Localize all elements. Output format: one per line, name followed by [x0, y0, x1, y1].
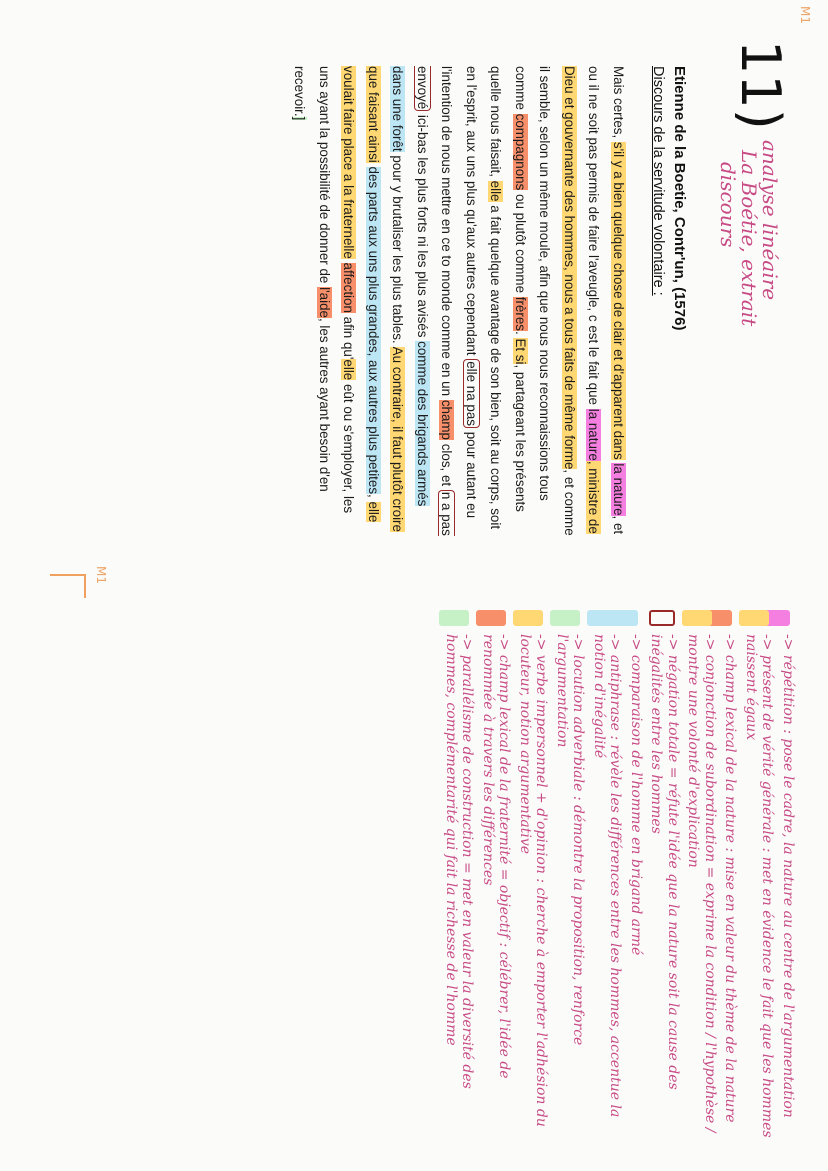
exercise-number: 11) [729, 40, 792, 130]
text-segment: , et comme il semble, selon un même moule, afin que nous nous reconnaissions tous comme [513, 66, 577, 536]
legend-text: -> présent de vérité générale : met en évidence le fait que les hommes naissent égaux [743, 634, 776, 1138]
legend-swatch [440, 610, 470, 626]
highlighted-segment: comme des brigands armés dans une forêt [390, 66, 430, 507]
annotation-legend [439, 610, 797, 1150]
text-segment: eût ou s'employer, les uns ayant la possibilité de donner de [317, 66, 357, 514]
text-segment: , les autres ayant besoin d'en recevoir. [292, 66, 332, 492]
legend-swatch [682, 610, 712, 626]
text-segment: . [513, 330, 528, 339]
title-line: La Boétie, extrait [737, 150, 761, 327]
text-segment: pour y brutaliser les plus tables. [390, 151, 406, 347]
text-segment: , et ou il ne soit pas permis de faire l'aveugle, c est le fait que [586, 66, 626, 535]
highlighted-segment: , ministre de Dieu et gouvernante des hommes, nous a tous faits de même forme [562, 66, 602, 534]
legend-item [591, 610, 624, 1150]
corner-mark [50, 574, 86, 598]
highlighted-segment: la nature [586, 408, 602, 461]
legend-swatch [477, 610, 507, 626]
legend-item [554, 610, 587, 1150]
legend-text: -> locution adverbiale : démontre la proposition, renforce l'argumentation [554, 634, 587, 1046]
highlighted-segment: affection [341, 262, 357, 313]
highlighted-segment: s'il y a bien quelque chose de clair et d'apparent dans [611, 141, 626, 460]
highlighted-segment: champ [439, 399, 455, 441]
legend-item [517, 610, 550, 1150]
text-segment [366, 163, 381, 167]
highlighted-segment: Au contraire, il faut plutôt croire que faisant ainsi [366, 66, 406, 532]
legend-swatch [514, 610, 544, 626]
text-segment: clos, et [439, 440, 455, 490]
legend-item [480, 610, 513, 1150]
legend-text: -> négation totale = réfute l'idée que la nature soit la cause des inégalités entre les hommes [648, 634, 681, 1090]
highlighted-segment: l'aide [317, 287, 332, 318]
text-segment: ou plutôt comme [513, 190, 528, 297]
legend-item [722, 610, 739, 1150]
title-line: analyse linéaire [758, 140, 782, 301]
legend-swatch [551, 610, 581, 626]
text-segment [342, 259, 357, 263]
text-segment: , partageant les présents quelle nous faisait, [488, 66, 528, 512]
title-line: discours [716, 162, 740, 248]
text-segment: a fait quelque avantage de son bien, soit au corps, soit en l'esprit, aux uns plus qu'aux autres cependant [464, 66, 504, 530]
highlighted-segment: des parts aux uns plus grandes, aux autres plus petites [366, 166, 381, 495]
legend-item [743, 610, 776, 1150]
text-segment: Mais certes, [611, 66, 626, 142]
legend-text: -> conjonction de subordination = exprime la condition / l'hypothèse / montre une volonté d'explication [685, 634, 718, 1133]
legend-text: -> répétition : pose le cadre, la nature au centre de l'argumentation [780, 634, 796, 1118]
text-segment: afin qu' [341, 312, 357, 360]
legend-text: -> parallélisme de construction = met en valeur la diversité des hommes, complémentarité qui fait la richesse de l'homme [443, 634, 476, 1089]
legend-text: -> verbe impersonnel + d'opinion : cherche à emporter l'adhésion du locuteur, notion argumentative [517, 634, 550, 1127]
highlighted-segment: elle voulait faire place a la fraternelle [341, 66, 381, 523]
legend-item [443, 610, 476, 1150]
handwritten-title [717, 140, 780, 326]
legend-swatch [740, 610, 770, 626]
source-heading: Etienne de la Boetie, Contr'un, (1576) [671, 66, 688, 331]
highlighted-segment: n a pas envoyé [415, 66, 455, 536]
text-segment: pour autant eu l'intention de nous mettre en ce to monde comme en un [439, 66, 479, 519]
annotated-text [287, 66, 630, 536]
legend-item [628, 610, 645, 1150]
legend-text: -> champ lexical de la nature : mise en valeur du thème de la nature [722, 634, 739, 1123]
highlighted-segment: Et si [513, 338, 528, 365]
highlighted-segment: frères [513, 296, 528, 331]
legend-swatch [649, 610, 675, 626]
text-segment: , [366, 494, 381, 502]
highlighted-segment: elle [488, 180, 504, 202]
text-segment: ici-bas les plus forts ni les plus avisés [415, 111, 430, 342]
legend-swatch [588, 610, 618, 626]
legend-text: -> antiphrase : révèle les différences entre les hommes, accentue la notion d'inégalité [591, 634, 624, 1118]
page-number-left: M1 [798, 6, 812, 24]
highlighted-segment: la nature [611, 463, 626, 516]
legend-item [685, 610, 718, 1150]
source-subheading: Discours de la servitude volontaire : [650, 66, 666, 296]
legend-item [648, 610, 681, 1150]
highlighted-segment: compagnons [513, 113, 528, 191]
legend-item [780, 610, 797, 1150]
legend-text: -> champ lexical de la fraternité = objectif : célébrer, l'idée de renommée à travers les différences [480, 634, 513, 1079]
highlighted-segment: elle na pas [464, 361, 479, 426]
legend-text: -> comparaison de l'homme en brigand armé [628, 634, 644, 956]
highlighted-segment: ] [292, 116, 308, 121]
highlighted-segment: elle [341, 359, 357, 381]
page-number-right: M1 [94, 566, 108, 584]
